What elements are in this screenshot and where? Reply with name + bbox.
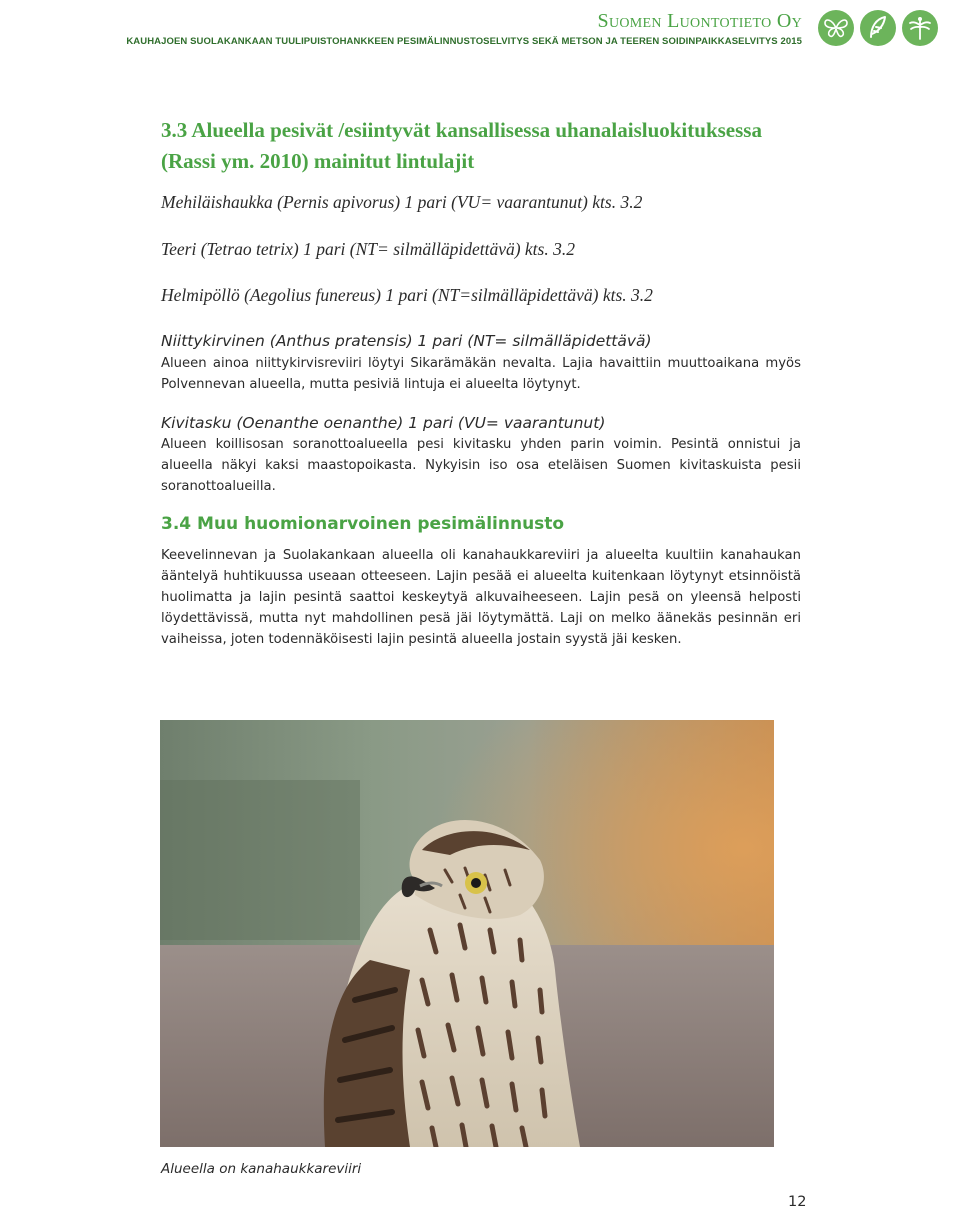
- dragonfly-icon: [902, 10, 938, 46]
- section-3-3-heading: 3.3 Alueella pesivät /esiintyvät kansallisessa uhanalaisluokituksessa (Rassi ym. 2010) mainitut lintulajit: [161, 118, 762, 173]
- section-3-4-text: Keevelinnevan ja Suolakankaan alueella oli kanahaukkareviiri ja alueelta kuultiin kanahaukan ääntelyä huhtikuussa useaan otteeseen. Lajin pesää ei alueelta kuitenkaan löytynyt etsinnöistä huolimatta ja lajin pesintä saattoi keskeytyä alkuvaiheeseen. Lajin pesä on yleensä helposti löydettävissä, mutta nyt mahdollinen pesä jäi löytymättä. Laji on melko äänekäs pesinnän eri vaiheissa, joten todennäköisesti lajin pesintä alueella jostain syystä jäi kesken.: [161, 548, 801, 647]
- bird-feather-icon: [860, 10, 896, 46]
- brand-name: Suomen Luontotieto Oy: [597, 10, 802, 32]
- butterfly-icon: [818, 10, 854, 46]
- species-kivitasku-title: Kivitasku (Oenanthe oenanthe) 1 pari (VU= vaarantunut): [161, 414, 606, 432]
- species-mehilaishaukka: Mehiläishaukka (Pernis apivorus) 1 pari (VU= vaarantunut) kts. 3.2: [161, 192, 643, 212]
- species-niittykirvinen-text: Alueen ainoa niittykirvisreviiri löytyi Sikarämäkän nevalta. Lajia havaittiin muuttoaikana myös Polvennevan alueella, mutta pesiviä lintuja ei alueelta löytynyt.: [161, 356, 801, 392]
- page-number: 12: [788, 1194, 807, 1210]
- species-niittykirvinen-title: Niittykirvinen (Anthus pratensis) 1 pari (NT= silmälläpidettävä): [161, 332, 652, 350]
- section-3-4-heading: 3.4 Muu huomionarvoinen pesimälinnusto: [161, 514, 565, 534]
- page-header: [0, 0, 960, 52]
- species-teeri: Teeri (Tetrao tetrix) 1 pari (NT= silmälläpidettävä) kts. 3.2: [161, 239, 575, 259]
- species-helmipollo: Helmipöllö (Aegolius funereus) 1 pari (NT=silmälläpidettävä) kts. 3.2: [161, 285, 653, 305]
- header-icons: [818, 10, 938, 46]
- photo-caption: Alueella on kanahaukkareviiri: [161, 1161, 362, 1177]
- goshawk-photo: [160, 720, 774, 1147]
- report-subtitle: KAUHAJOEN SUOLAKANKAAN TUULIPUISTOHANKKEEN PESIMÄLINNUSTOSELVITYS SEKÄ METSON JA TEEREN SOIDINPAIKKASELVITYS 2015: [126, 36, 802, 47]
- species-kivitasku-text: Alueen koillisosan soranottoalueella pesi kivitasku yhden parin voimin. Pesintä onnistui ja alueella näkyi kaksi maastopoikasta. Nykyisin iso osa eteläisen Suomen kivitaskuista pesii soranottoalueilla.: [161, 437, 801, 494]
